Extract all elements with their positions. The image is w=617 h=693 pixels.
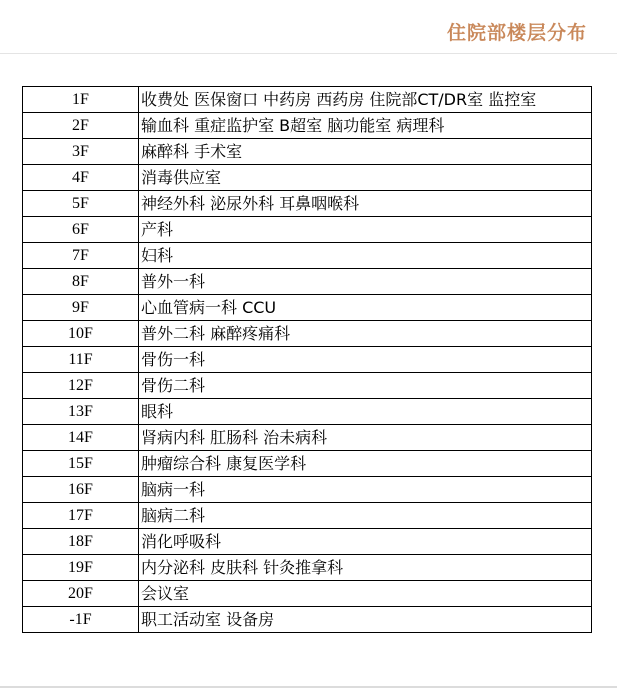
floor-label: 18F <box>23 529 139 555</box>
table-row <box>23 191 592 217</box>
table-row <box>23 503 592 529</box>
department-list: 产科 <box>139 217 592 243</box>
floor-label: 12F <box>23 373 139 399</box>
department-list: 心血管病一科 CCU <box>139 295 592 321</box>
department-list: 肾病内科 肛肠科 治未病科 <box>139 425 592 451</box>
department-list: 职工活动室 设备房 <box>139 607 592 633</box>
department-list: 神经外科 泌尿外科 耳鼻咽喉科 <box>139 191 592 217</box>
table-row <box>23 321 592 347</box>
table-row <box>23 477 592 503</box>
floor-label: 14F <box>23 425 139 451</box>
floor-label: 8F <box>23 269 139 295</box>
table-row <box>23 139 592 165</box>
table-row <box>23 165 592 191</box>
floor-label: 19F <box>23 555 139 581</box>
department-list: 消毒供应室 <box>139 165 592 191</box>
floor-label: 3F <box>23 139 139 165</box>
floor-directory-table <box>22 86 592 633</box>
floor-label: 17F <box>23 503 139 529</box>
table-row <box>23 373 592 399</box>
floor-label: 7F <box>23 243 139 269</box>
table-row <box>23 217 592 243</box>
table-row <box>23 555 592 581</box>
floor-label: 5F <box>23 191 139 217</box>
bottom-divider <box>0 686 617 688</box>
table-row <box>23 581 592 607</box>
floor-label: 10F <box>23 321 139 347</box>
floor-label: 2F <box>23 113 139 139</box>
floor-label: 13F <box>23 399 139 425</box>
title-divider <box>0 53 617 54</box>
department-list: 麻醉科 手术室 <box>139 139 592 165</box>
department-list: 消化呼吸科 <box>139 529 592 555</box>
floor-label: -1F <box>23 607 139 633</box>
table-row <box>23 87 592 113</box>
floor-label: 11F <box>23 347 139 373</box>
department-list: 眼科 <box>139 399 592 425</box>
department-list: 内分泌科 皮肤科 针灸推拿科 <box>139 555 592 581</box>
floor-label: 9F <box>23 295 139 321</box>
table-row <box>23 347 592 373</box>
department-list: 骨伤一科 <box>139 347 592 373</box>
department-list: 脑病一科 <box>139 477 592 503</box>
floor-directory-body <box>23 87 592 633</box>
floor-label: 4F <box>23 165 139 191</box>
department-list: 肿瘤综合科 康复医学科 <box>139 451 592 477</box>
table-row <box>23 113 592 139</box>
department-list: 脑病二科 <box>139 503 592 529</box>
table-row <box>23 425 592 451</box>
table-row <box>23 607 592 633</box>
floor-label: 16F <box>23 477 139 503</box>
department-list: 普外一科 <box>139 269 592 295</box>
table-row <box>23 243 592 269</box>
department-list: 妇科 <box>139 243 592 269</box>
table-row <box>23 399 592 425</box>
table-row <box>23 269 592 295</box>
department-list: 会议室 <box>139 581 592 607</box>
department-list: 收费处 医保窗口 中药房 西药房 住院部CT/DR室 监控室 <box>139 87 592 113</box>
table-row <box>23 451 592 477</box>
table-row <box>23 295 592 321</box>
floor-label: 6F <box>23 217 139 243</box>
table-row <box>23 529 592 555</box>
floor-label: 1F <box>23 87 139 113</box>
page-title: 住院部楼层分布 <box>446 22 587 44</box>
floor-label: 15F <box>23 451 139 477</box>
floor-label: 20F <box>23 581 139 607</box>
department-list: 输血科 重症监护室 B超室 脑功能室 病理科 <box>139 113 592 139</box>
department-list: 骨伤二科 <box>139 373 592 399</box>
department-list: 普外二科 麻醉疼痛科 <box>139 321 592 347</box>
